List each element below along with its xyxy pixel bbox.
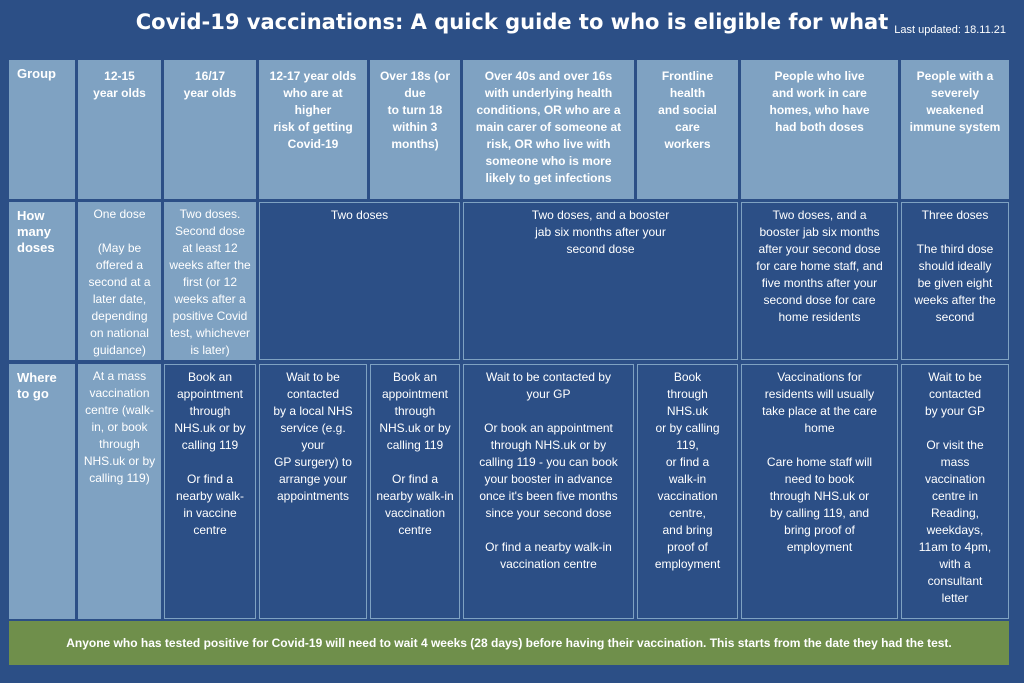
where-cell: Book through NHS.uk or by calling 119, or find a walk-in vaccination centre, and bring proof of employment xyxy=(637,364,738,619)
group-header: Over 40s and over 16s with underlying health conditions, OR who are a main carer of someone at risk, OR who live with someone who is more likely to get infections xyxy=(463,60,634,199)
doses-cell: Two doses, and a booster jab six months after your second dose for care home staff, and five months after your second dose for care home residents xyxy=(741,202,898,360)
group-header: People with a severely weakened immune system xyxy=(901,60,1009,199)
row-label-where: Where to go xyxy=(9,364,75,619)
footer-note: Anyone who has tested positive for Covid-19 will need to wait 4 weeks (28 days) before having their vaccination. This starts from the date they had the test. xyxy=(9,621,1009,665)
where-cell: Vaccinations for residents will usually take place at the care home Care home staff will need to book through NHS.uk or by calling 119, and bring proof of employment xyxy=(741,364,898,619)
doses-cell: Two doses xyxy=(259,202,460,360)
group-header: People who live and work in care homes, who have had both doses xyxy=(741,60,898,199)
row-label-doses: How many doses xyxy=(9,202,75,360)
where-cell: Book an appointment through NHS.uk or by calling 119 Or find a nearby walk-in vaccination centre xyxy=(370,364,460,619)
where-cell: Wait to be contacted by your GP Or book an appointment through NHS.uk or by calling 119 - you can book your booster in advance once it's been five months since your second dose Or find a nearby walk-in vaccination centre xyxy=(463,364,634,619)
where-cell: At a mass vaccination centre (walk- in, or book through NHS.uk or by calling 119) xyxy=(78,364,161,619)
doses-cell: One dose (May be offered a second at a later date, depending on national guidance) xyxy=(78,202,161,360)
group-header: 16/17 year olds xyxy=(164,60,256,199)
doses-cell: Three doses The third dose should ideally be given eight weeks after the second xyxy=(901,202,1009,360)
group-header: 12-15 year olds xyxy=(78,60,161,199)
doses-cell: Two doses, and a booster jab six months after your second dose xyxy=(463,202,738,360)
where-cell: Wait to be contacted by a local NHS service (e.g. your GP surgery) to arrange your appointments xyxy=(259,364,367,619)
last-updated: Last updated: 18.11.21 xyxy=(894,24,1006,36)
doses-cell: Two doses. Second dose at least 12 weeks after the first (or 12 weeks after a positive Covid test, whichever is later) xyxy=(164,202,256,360)
where-cell: Book an appointment through NHS.uk or by calling 119 Or find a nearby walk- in vaccine centre xyxy=(164,364,256,619)
group-header: 12-17 year olds who are at higher risk of getting Covid-19 xyxy=(259,60,367,199)
where-cell: Wait to be contacted by your GP Or visit the mass vaccination centre in Reading, weekdays, 11am to 4pm, with a consultant letter xyxy=(901,364,1009,619)
row-label-group: Group xyxy=(9,60,75,199)
page-title: Covid-19 vaccinations: A quick guide to who is eligible for what xyxy=(135,10,889,34)
group-header: Over 18s (or due to turn 18 within 3 months) xyxy=(370,60,460,199)
group-header: Frontline health and social care workers xyxy=(637,60,738,199)
